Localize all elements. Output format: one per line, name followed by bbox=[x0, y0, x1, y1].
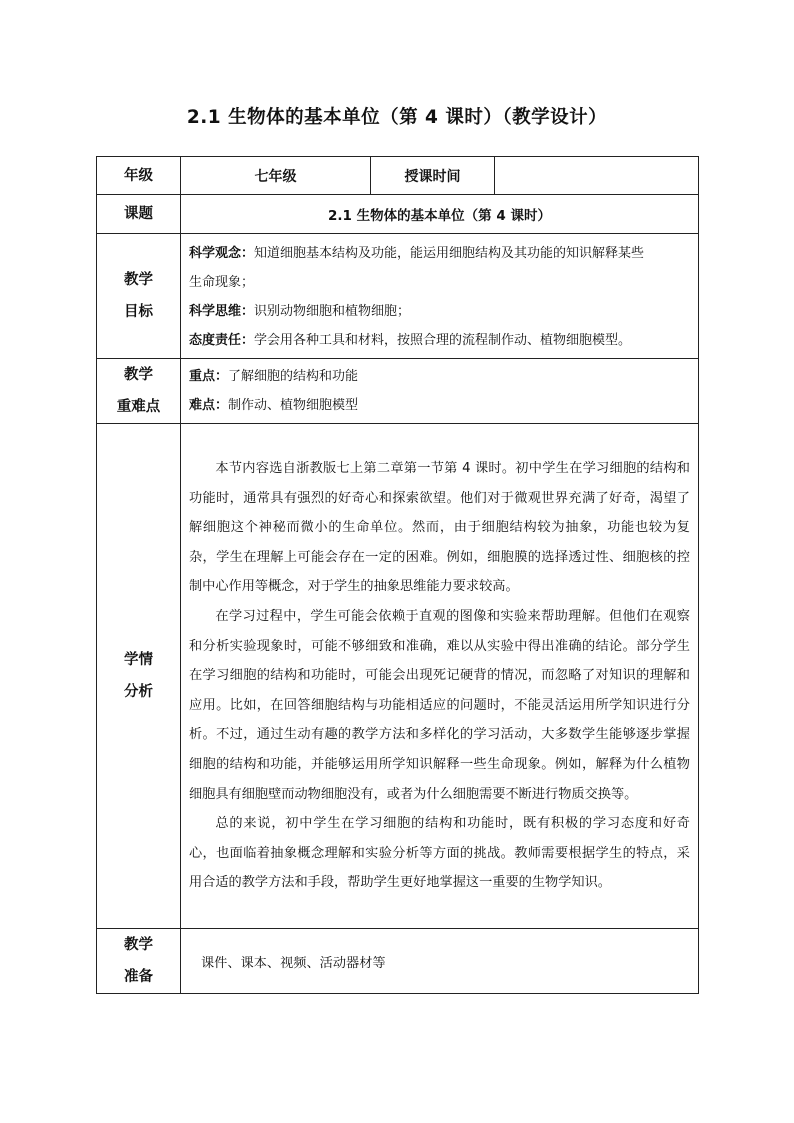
keys-row bbox=[97, 359, 699, 424]
goals-content bbox=[181, 234, 699, 359]
analysis-row bbox=[97, 424, 699, 929]
analysis-paragraph: 本节内容选自浙教版七上第二章第一节第 4 课时。初中学生在学习细胞的结构和功能时，通常具有强烈的好奇心和探索欲望。他们对于微观世界充满了好奇，渴望了解细胞这个神秘而微小的生命单位。然而，由于细胞结构较为抽象，功能也较为复杂，学生在理解上可能会存在一定的困难。例如，细胞膜的选择透过性、细胞核的控制中心作用等概念，对于学生的抽象思维能力要求较高。 bbox=[189, 461, 690, 595]
goals-label-line-1: 教学 bbox=[124, 272, 153, 288]
topic-value: 2.1 生物体的基本单位（第 4 课时） bbox=[181, 195, 699, 234]
lesson-plan-table bbox=[96, 156, 699, 994]
keys-label-line-2: 重难点 bbox=[116, 399, 161, 415]
goal-line: 生命现象； bbox=[189, 275, 255, 290]
time-label: 授课时间 bbox=[371, 157, 495, 195]
goal-line: 态度责任：学会用各种工具和材料，按照合理的流程制作动、植物细胞模型。 bbox=[189, 333, 632, 348]
topic-label: 课题 bbox=[97, 195, 181, 234]
keys-content bbox=[181, 359, 699, 424]
keys-label bbox=[97, 359, 181, 424]
goal-line: 科学观念：知道细胞基本结构及功能，能运用细胞结构及其功能的知识解释某些 bbox=[189, 246, 645, 261]
keys-label-line-1: 教学 bbox=[124, 367, 153, 383]
analysis-label-line-2: 分析 bbox=[124, 684, 153, 700]
goals-label bbox=[97, 234, 181, 359]
key-line: 难点：制作动、植物细胞模型 bbox=[189, 398, 359, 413]
prep-value: 课件、课本、视频、活动器材等 bbox=[181, 929, 699, 994]
grade-value: 七年级 bbox=[181, 157, 371, 195]
goals-row bbox=[97, 234, 699, 359]
goals-label-line-2: 目标 bbox=[124, 304, 153, 320]
prep-label bbox=[97, 929, 181, 994]
prep-label-line-1: 教学 bbox=[124, 937, 153, 953]
grade-row bbox=[97, 157, 699, 195]
prep-row bbox=[97, 929, 699, 994]
analysis-label-line-1: 学情 bbox=[124, 652, 153, 668]
analysis-paragraph: 总的来说，初中学生在学习细胞的结构和功能时，既有积极的学习态度和好奇心，也面临着抽象概念理解和实验分析等方面的挑战。教师需要根据学生的特点，采用合适的教学方法和手段，帮助学生更好地掌握这一重要的生物学知识。 bbox=[189, 816, 690, 891]
time-value bbox=[495, 157, 699, 195]
analysis-paragraph: 在学习过程中，学生可能会依赖于直观的图像和实验来帮助理解。但他们在观察和分析实验现象时，可能不够细致和准确，难以从实验中得出准确的结论。部分学生在学习细胞的结构和功能时，可能会出现死记硬背的情况，而忽略了对知识的理解和应用。比如，在回答细胞结构与功能相适应的问题时，不能灵活运用所学知识进行分析。不过，通过生动有趣的教学方法和多样化的学习活动，大多数学生能够逐步掌握细胞的结构和功能，并能够运用所学知识解释一些生命现象。例如，解释为什么植物细胞具有细胞壁而动物细胞没有，或者为什么细胞需要不断进行物质交换等。 bbox=[189, 609, 690, 802]
grade-label: 年级 bbox=[97, 157, 181, 195]
topic-row bbox=[97, 195, 699, 234]
document-title: 2.1 生物体的基本单位（第 4 课时）（教学设计） bbox=[186, 107, 608, 128]
analysis-content bbox=[181, 424, 699, 929]
prep-label-line-2: 准备 bbox=[124, 969, 153, 985]
analysis-label bbox=[97, 424, 181, 929]
goal-line: 科学思维：识别动物细胞和植物细胞； bbox=[189, 304, 411, 319]
key-line: 重点：了解细胞的结构和功能 bbox=[189, 369, 359, 384]
